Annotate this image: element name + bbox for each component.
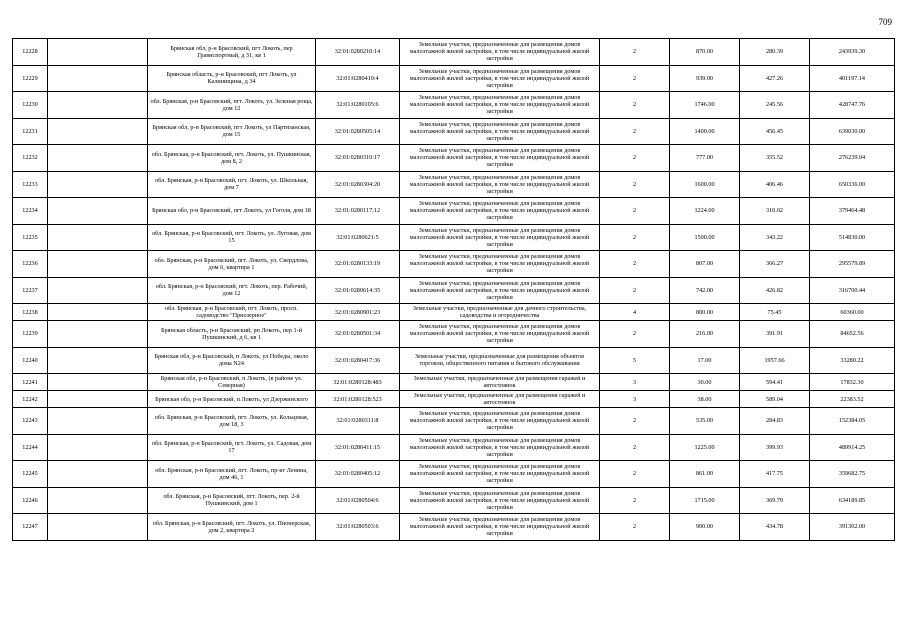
land-use-cell: Земельные участки, предназначенные для размещения объектов торговли, общественного питания и бытового обслуживания	[400, 347, 600, 374]
table-row	[13, 374, 895, 391]
group-cell: 3	[600, 374, 670, 391]
cadastral-value-cell: 428747.76	[810, 92, 895, 119]
group-cell: 2	[600, 171, 670, 198]
specific-value-cell: 310.02	[740, 198, 810, 225]
land-use-cell: Земельные участки, предназначенные для размещения домов малоэтажной жилой застройки, в том числе индивидуальной жилой застройки	[400, 118, 600, 145]
blank-cell	[48, 374, 148, 391]
land-use-cell: Земельные участки, предназначенные для размещения домов малоэтажной жилой застройки, в том числе индивидуальной жилой застройки	[400, 92, 600, 119]
blank-cell	[48, 347, 148, 374]
blank-cell	[48, 198, 148, 225]
row-number: 12240	[13, 347, 48, 374]
cadastral-number-cell: 32:01:0280419:4	[316, 65, 400, 92]
cadastral-number-cell: 32:01:0280105:6	[316, 92, 400, 119]
row-number: 12238	[13, 304, 48, 321]
area-cell: 900.00	[670, 514, 740, 541]
specific-value-cell: 280.39	[740, 39, 810, 66]
row-number: 12231	[13, 118, 48, 145]
cadastral-value-cell: 379464.48	[810, 198, 895, 225]
group-cell: 5	[600, 347, 670, 374]
group-cell: 2	[600, 251, 670, 278]
row-number: 12239	[13, 321, 48, 348]
area-cell: 870.00	[670, 39, 740, 66]
group-cell: 2	[600, 514, 670, 541]
specific-value-cell: 406.46	[740, 171, 810, 198]
area-cell: 38.00	[670, 391, 740, 408]
table-row	[13, 277, 895, 304]
group-cell: 2	[600, 434, 670, 461]
table-body	[13, 39, 895, 541]
land-use-cell: Земельные участки, предназначенные для размещения домов малоэтажной жилой застройки, в том числе индивидуальной жилой застройки	[400, 321, 600, 348]
area-cell: 939.00	[670, 65, 740, 92]
address-cell: Брянская обл, р-н Брасовский, пгт Локоть, ул Партизанская, дом 15	[148, 118, 316, 145]
table-row	[13, 65, 895, 92]
blank-cell	[48, 408, 148, 435]
table-row	[13, 391, 895, 408]
cadastral-value-cell: 295579.89	[810, 251, 895, 278]
area-cell: 807.00	[670, 251, 740, 278]
cadastral-number-cell: 32:01:0280621:5	[316, 224, 400, 251]
row-number: 12234	[13, 198, 48, 225]
address-cell: Брянская обл, р-н Брасовский, п Локоть, ул Победы, около дома N24	[148, 347, 316, 374]
row-number: 12235	[13, 224, 48, 251]
cadastral-number-cell: 32:01:0280128:483	[316, 374, 400, 391]
group-cell: 2	[600, 408, 670, 435]
address-cell: обл. Брянская, р-н Брасовский, пгт. Локоть, ул. Зеленая роща, дом 12	[148, 92, 316, 119]
cadastral-number-cell: 32:01:0280614:35	[316, 277, 400, 304]
row-number: 12237	[13, 277, 48, 304]
table-row	[13, 224, 895, 251]
area-cell: 1224.00	[670, 198, 740, 225]
cadastral-value-cell: 489914.25	[810, 434, 895, 461]
table-row	[13, 39, 895, 66]
table-row	[13, 198, 895, 225]
address-cell: обл. Брянская, р-н Брасовский, пгт. Локоть, ул. Пушкинская, дом 8, 2	[148, 145, 316, 172]
specific-value-cell: 343.22	[740, 224, 810, 251]
land-use-cell: Земельные участки, предназначенные для дачного строительства, садоводства и огородничества	[400, 304, 600, 321]
row-number: 12243	[13, 408, 48, 435]
specific-value-cell: 391.91	[740, 321, 810, 348]
land-use-cell: Земельные участки, предназначенные для размещения гаражей и автостоянок	[400, 374, 600, 391]
specific-value-cell: 427.26	[740, 65, 810, 92]
table-row	[13, 321, 895, 348]
row-number: 12244	[13, 434, 48, 461]
blank-cell	[48, 92, 148, 119]
table-row	[13, 347, 895, 374]
page-number: 709	[878, 17, 892, 27]
table-row	[13, 92, 895, 119]
area-cell: 535.00	[670, 408, 740, 435]
area-cell: 1500.00	[670, 224, 740, 251]
blank-cell	[48, 391, 148, 408]
row-number: 12246	[13, 487, 48, 514]
table-row	[13, 487, 895, 514]
cadastral-number-cell: 32:01:0280210:14	[316, 39, 400, 66]
cadastral-value-cell: 401197.14	[810, 65, 895, 92]
cadastral-value-cell: 639030.00	[810, 118, 895, 145]
address-cell: обл. Брянская, р-н Брасовский, пгт. Локоть, ул. Свердлова, дом 6, квартира 1	[148, 251, 316, 278]
specific-value-cell: 426.82	[740, 277, 810, 304]
land-use-cell: Земельные участки, предназначенные для размещения домов малоэтажной жилой застройки, в том числе индивидуальной жилой застройки	[400, 461, 600, 488]
group-cell: 4	[600, 304, 670, 321]
area-cell: 1715.00	[670, 487, 740, 514]
land-use-cell: Земельные участки, предназначенные для размещения домов малоэтажной жилой застройки, в том числе индивидуальной жилой застройки	[400, 434, 600, 461]
address-cell: Брянская область, р-н Брасовский, пгт Локоть, ул Калинищина, д 34	[148, 65, 316, 92]
cadastral-value-cell: 316700.44	[810, 277, 895, 304]
area-cell: 861.00	[670, 461, 740, 488]
group-cell: 2	[600, 118, 670, 145]
land-use-cell: Земельные участки, предназначенные для размещения домов малоэтажной жилой застройки, в том числе индивидуальной жилой застройки	[400, 487, 600, 514]
cadastral-number-cell: 32:01:0280405:12	[316, 461, 400, 488]
row-number: 12242	[13, 391, 48, 408]
cadastral-value-cell: 391302.00	[810, 514, 895, 541]
group-cell: 2	[600, 145, 670, 172]
group-cell: 3	[600, 391, 670, 408]
blank-cell	[48, 434, 148, 461]
area-cell: 1225.00	[670, 434, 740, 461]
area-cell: 1400.00	[670, 118, 740, 145]
cadastral-value-cell: 650336.00	[810, 171, 895, 198]
address-cell: обл. Брянская, р-н Брасовский, пгт. Локоть, пр-кт Ленина, дом 46, 1	[148, 461, 316, 488]
row-number: 12228	[13, 39, 48, 66]
group-cell: 2	[600, 321, 670, 348]
group-cell: 2	[600, 277, 670, 304]
address-cell: обл. Брянская, р-н Брасовский, пгт. Локоть, ул. Кольцевая, дом 18, 3	[148, 408, 316, 435]
blank-cell	[48, 321, 148, 348]
blank-cell	[48, 277, 148, 304]
land-use-cell: Земельные участки, предназначенные для размещения домов малоэтажной жилой застройки, в том числе индивидуальной жилой застройки	[400, 145, 600, 172]
blank-cell	[48, 487, 148, 514]
specific-value-cell: 434.78	[740, 514, 810, 541]
cadastral-number-cell: 32:01:0280128:523	[316, 391, 400, 408]
group-cell: 2	[600, 224, 670, 251]
group-cell: 2	[600, 65, 670, 92]
cadastral-number-cell: 32:01:0280133:19	[316, 251, 400, 278]
area-cell: 777.00	[670, 145, 740, 172]
blank-cell	[48, 224, 148, 251]
table-row	[13, 251, 895, 278]
cadastral-number-cell: 32:01:0280505:14	[316, 118, 400, 145]
cadastral-value-cell: 22383.52	[810, 391, 895, 408]
blank-cell	[48, 118, 148, 145]
row-number: 12236	[13, 251, 48, 278]
cadastral-number-cell: 32:01:0280417:36	[316, 347, 400, 374]
land-use-cell: Земельные участки, предназначенные для размещения домов малоэтажной жилой застройки, в том числе индивидуальной жилой застройки	[400, 251, 600, 278]
land-use-cell: Земельные участки, предназначенные для размещения домов малоэтажной жилой застройки, в том числе индивидуальной жилой застройки	[400, 171, 600, 198]
land-use-cell: Земельные участки, предназначенные для размещения домов малоэтажной жилой застройки, в том числе индивидуальной жилой застройки	[400, 198, 600, 225]
cadastral-value-table	[12, 38, 895, 541]
address-cell: обл. Брянская, р-н Брасовский, пгт. Локоть, пер. Рабочий, дом 12	[148, 277, 316, 304]
land-use-cell: Земельные участки, предназначенные для размещения домов малоэтажной жилой застройки, в том числе индивидуальной жилой застройки	[400, 39, 600, 66]
area-cell: 216.00	[670, 321, 740, 348]
blank-cell	[48, 251, 148, 278]
blank-cell	[48, 65, 148, 92]
specific-value-cell: 369.79	[740, 487, 810, 514]
specific-value-cell: 1957.66	[740, 347, 810, 374]
row-number: 12233	[13, 171, 48, 198]
row-number: 12230	[13, 92, 48, 119]
area-cell: 742.00	[670, 277, 740, 304]
area-cell: 30.00	[670, 374, 740, 391]
cadastral-value-cell: 17832.30	[810, 374, 895, 391]
cadastral-value-cell: 514830.00	[810, 224, 895, 251]
area-cell: 1746.00	[670, 92, 740, 119]
row-number: 12241	[13, 374, 48, 391]
blank-cell	[48, 39, 148, 66]
row-number: 12247	[13, 514, 48, 541]
specific-value-cell: 399.93	[740, 434, 810, 461]
group-cell: 2	[600, 487, 670, 514]
specific-value-cell: 366.27	[740, 251, 810, 278]
cadastral-value-cell: 243939.30	[810, 39, 895, 66]
specific-value-cell: 417.75	[740, 461, 810, 488]
group-cell: 2	[600, 39, 670, 66]
specific-value-cell: 75.45	[740, 304, 810, 321]
cadastral-number-cell: 32:01:0280304:20	[316, 171, 400, 198]
land-use-cell: Земельные участки, предназначенные для размещения домов малоэтажной жилой застройки, в том числе индивидуальной жилой застройки	[400, 224, 600, 251]
specific-value-cell: 355.52	[740, 145, 810, 172]
address-cell: обл. Брянская, р-н Брасовский, пгт. Локоть, ул. Садовая, дом 17	[148, 434, 316, 461]
area-cell: 17.00	[670, 347, 740, 374]
cadastral-number-cell: 32:01:0280411:15	[316, 434, 400, 461]
specific-value-cell: 594.41	[740, 374, 810, 391]
row-number: 12232	[13, 145, 48, 172]
address-cell: обл. Брянская, р-н Брасовский, пгт. Локоть, ул. Луговая, дом 15	[148, 224, 316, 251]
address-cell: обл. Брянская, р-н Брасовский, пгт. Локоть, просп. садоводство "Приозерное"	[148, 304, 316, 321]
specific-value-cell: 589.04	[740, 391, 810, 408]
land-use-cell: Земельные участки, предназначенные для размещения гаражей и автостоянок	[400, 391, 600, 408]
group-cell: 2	[600, 92, 670, 119]
cadastral-value-cell: 276239.04	[810, 145, 895, 172]
table-row	[13, 118, 895, 145]
cadastral-value-cell: 634189.85	[810, 487, 895, 514]
cadastral-value-cell: 359682.75	[810, 461, 895, 488]
land-use-cell: Земельные участки, предназначенные для размещения домов малоэтажной жилой застройки, в том числе индивидуальной жилой застройки	[400, 408, 600, 435]
table-row	[13, 408, 895, 435]
address-cell: обл. Брянская, р-н Брасовский, пгт. Локоть, ул. Школьная, дом 7	[148, 171, 316, 198]
cadastral-number-cell: 32:01:0280901:23	[316, 304, 400, 321]
land-use-cell: Земельные участки, предназначенные для размещения домов малоэтажной жилой застройки, в том числе индивидуальной жилой застройки	[400, 277, 600, 304]
land-use-cell: Земельные участки, предназначенные для размещения домов малоэтажной жилой застройки, в том числе индивидуальной жилой застройки	[400, 514, 600, 541]
land-use-cell: Земельные участки, предназначенные для размещения домов малоэтажной жилой застройки, в том числе индивидуальной жилой застройки	[400, 65, 600, 92]
blank-cell	[48, 304, 148, 321]
cadastral-number-cell: 32:01:0280117:12	[316, 198, 400, 225]
table-row	[13, 304, 895, 321]
cadastral-number-cell: 32:01:0280311:8	[316, 408, 400, 435]
table-row	[13, 461, 895, 488]
address-cell: обл. Брянская, р-н Брасовский, пгт. Локоть, пер. 2-й Пушкинский, дом 1	[148, 487, 316, 514]
address-cell: обл. Брянская, р-н Брасовский, пгт. Локоть, ул. Пионерская, дом 2, квартира 2	[148, 514, 316, 541]
address-cell: Брянская обл, р-н Брасовский, пгт Локоть, ул Гоголя, дом 18	[148, 198, 316, 225]
table-row	[13, 145, 895, 172]
blank-cell	[48, 514, 148, 541]
group-cell: 2	[600, 198, 670, 225]
specific-value-cell: 456.45	[740, 118, 810, 145]
cadastral-number-cell: 32:01:0280503:6	[316, 514, 400, 541]
cadastral-number-cell: 32:01:0280501:34	[316, 321, 400, 348]
address-cell: Брянская обл, р-н Брасовский, п Локоть, ул Дзержинского	[148, 391, 316, 408]
blank-cell	[48, 171, 148, 198]
cadastral-value-cell: 60360.00	[810, 304, 895, 321]
table-row	[13, 171, 895, 198]
table-row	[13, 434, 895, 461]
area-cell: 800.00	[670, 304, 740, 321]
blank-cell	[48, 461, 148, 488]
row-number: 12245	[13, 461, 48, 488]
area-cell: 1600.00	[670, 171, 740, 198]
cadastral-value-cell: 152384.05	[810, 408, 895, 435]
cadastral-number-cell: 32:01:0280310:17	[316, 145, 400, 172]
group-cell: 2	[600, 461, 670, 488]
specific-value-cell: 284.83	[740, 408, 810, 435]
address-cell: Брянская обл, р-н Брасовский, пгт Локоть, пер Грависпортный, д 31, кв 1	[148, 39, 316, 66]
table-row	[13, 514, 895, 541]
blank-cell	[48, 145, 148, 172]
cadastral-value-cell: 84652.56	[810, 321, 895, 348]
address-cell: Брянская область, р-н Брасовский, рп Локоть, пер 1-й Пушкинский, д 6, кв 1	[148, 321, 316, 348]
cadastral-value-cell: 33280.22	[810, 347, 895, 374]
row-number: 12229	[13, 65, 48, 92]
cadastral-number-cell: 32:01:0280504:6	[316, 487, 400, 514]
address-cell: Брянская обл, р-н Брасовский, п Локоть, (в районе ул. Северная)	[148, 374, 316, 391]
specific-value-cell: 245.56	[740, 92, 810, 119]
